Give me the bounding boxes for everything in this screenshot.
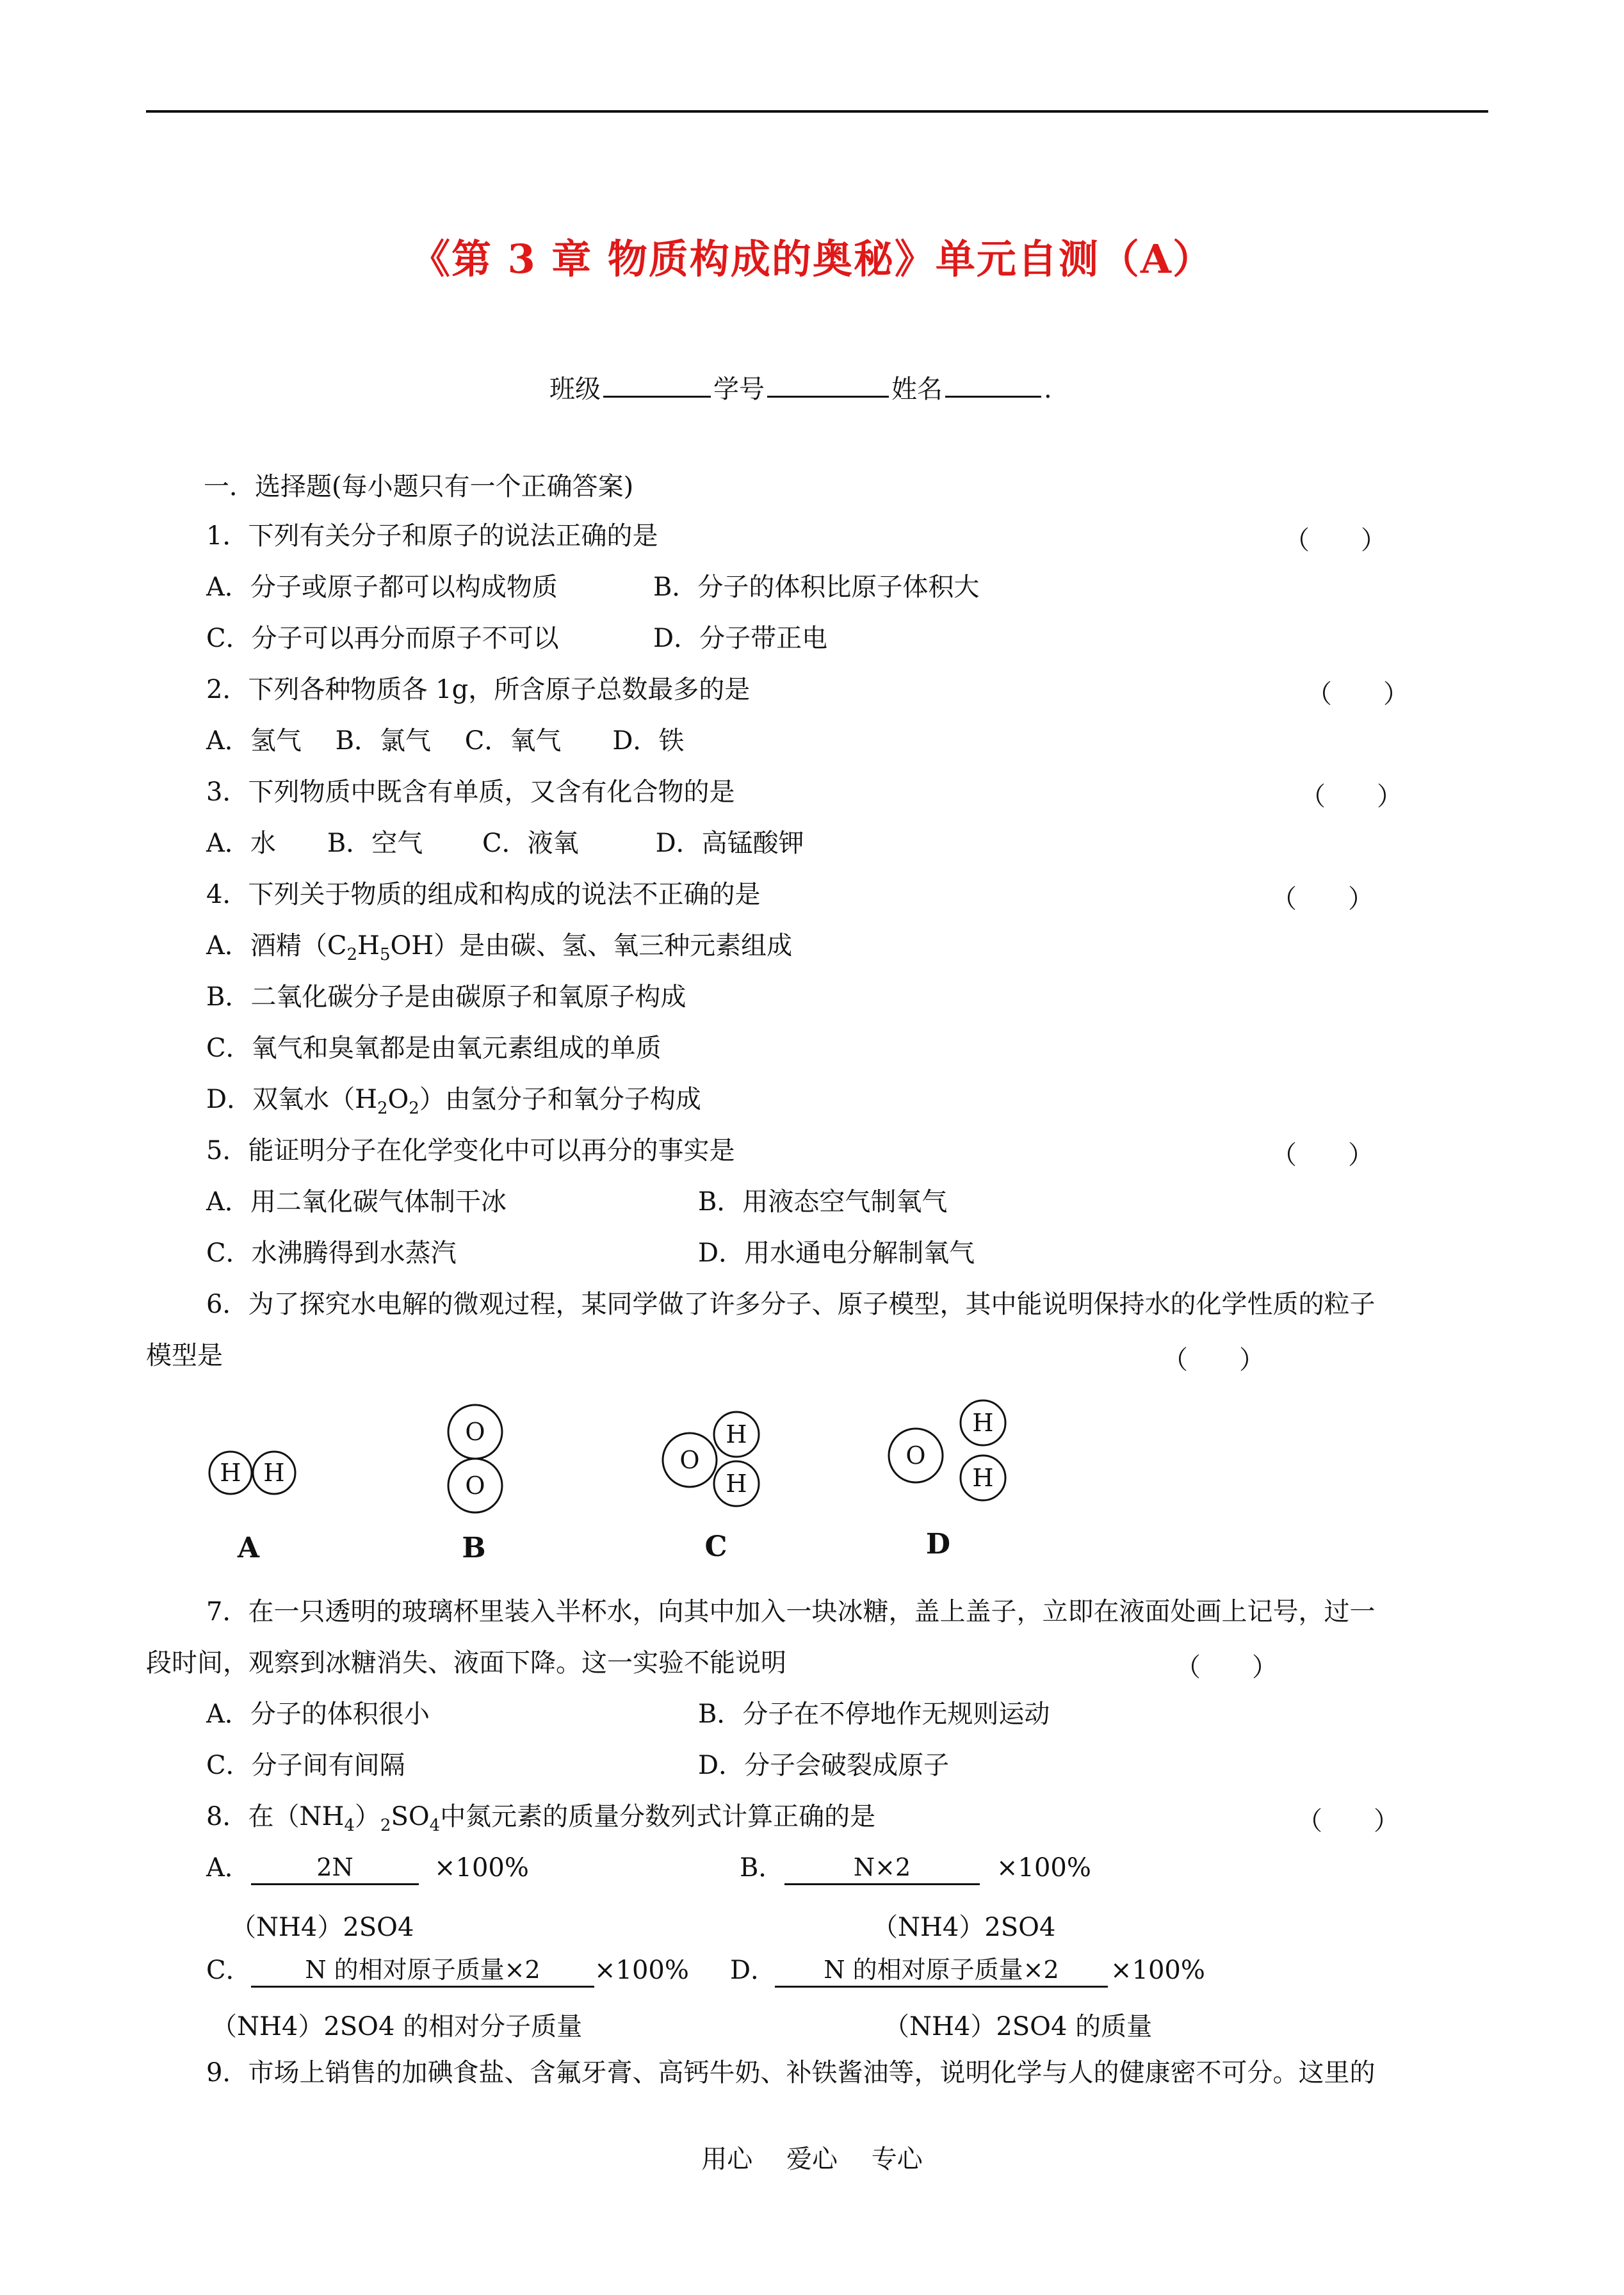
q7-option-d: D．分子会破裂成原子 xyxy=(698,1751,950,1780)
model-d-atom-h2: H xyxy=(972,1464,994,1492)
q1-option-d: D．分子带正电 xyxy=(653,624,828,653)
q8-a-num-text: 2N xyxy=(316,1853,353,1881)
q4-option-b: B．二氧化碳分子是由碳原子和氧原子构成 xyxy=(206,982,686,1012)
q6-molecule-models xyxy=(0,1390,1624,1594)
class-label: 班级 xyxy=(549,375,601,404)
q1-option-c: C．分子可以再分而原子不可以 xyxy=(206,624,559,653)
q8-a-numerator xyxy=(251,1855,419,1885)
model-b-atom1: O xyxy=(465,1418,485,1446)
q7-answer-paren[interactable]: （ ） xyxy=(1175,1653,1278,1682)
q4-d-sub2: 2 xyxy=(409,1099,419,1118)
model-c-atom-o: O xyxy=(679,1446,700,1474)
model-d-atom-h1: H xyxy=(972,1409,994,1437)
model-label-a[interactable]: A xyxy=(237,1532,260,1564)
q5-answer-paren[interactable]: （ ） xyxy=(1271,1140,1374,1170)
q4-a-h: H xyxy=(357,931,380,961)
q8-stem xyxy=(206,1804,875,1834)
q7-stem-line2: 段时间，观察到冰糖消失、液面下降。这一实验不能说明 xyxy=(146,1648,786,1678)
q9-stem: 9．市场上销售的加碘食盐、含氟牙膏、高钙牛奶、补铁酱油等，说明化学与人的健康密不可分。这里的 xyxy=(206,2058,1376,2088)
q4-a-sub2: 5 xyxy=(379,945,391,964)
page-title: 《第 3 章 物质构成的奥秘》单元自测（A） xyxy=(410,236,1214,282)
q8-a-denominator: （NH4）2SO4 xyxy=(231,1913,414,1942)
q6-answer-paren[interactable]: （ ） xyxy=(1162,1345,1265,1375)
q7-option-a: A．分子的体积很小 xyxy=(206,1699,430,1729)
q2-options: A．氢气 B．氯气 C．氧气 D．铁 xyxy=(206,726,685,756)
q8-a-label: A． xyxy=(206,1853,250,1883)
q1-answer-paren[interactable]: （ ） xyxy=(1284,526,1386,555)
q4-d-o: O xyxy=(387,1085,409,1114)
q4-d-text: D．双氧水（H xyxy=(206,1085,377,1114)
id-blank[interactable] xyxy=(767,371,889,398)
section-heading: 一．选择题(每小题只有一个正确答案) xyxy=(204,472,634,501)
model-label-d[interactable]: D xyxy=(925,1528,951,1561)
model-c-atom-h2: H xyxy=(726,1470,747,1498)
q4-d-sub1: 2 xyxy=(377,1099,388,1118)
model-label-c[interactable]: C xyxy=(704,1530,727,1563)
q8-a-tail: ×100% xyxy=(434,1853,529,1883)
q2-answer-paren[interactable]: （ ） xyxy=(1306,679,1409,709)
q3-answer-paren[interactable]: （ ） xyxy=(1300,782,1402,811)
q3-stem: 3．下列物质中既含有单质，又含有化合物的是 xyxy=(206,777,735,807)
q8-c-num-text: N 的相对原子质量×2 xyxy=(305,1956,540,1984)
q4-option-a xyxy=(206,933,792,963)
name-label: 姓名 xyxy=(891,375,943,404)
model-d-atom-o: O xyxy=(905,1441,926,1470)
q8-stem-sub3: 4 xyxy=(429,1816,441,1835)
q2-stem: 2．下列各种物质各 1g，所含原子总数最多的是 xyxy=(206,675,751,704)
model-a-atom2: H xyxy=(263,1459,285,1487)
q4-stem: 4．下列关于物质的组成和构成的说法不正确的是 xyxy=(206,880,761,909)
q8-b-num-text: N×2 xyxy=(853,1853,911,1881)
name-blank[interactable] xyxy=(945,371,1041,398)
q5-option-d: D．用水通电分解制氧气 xyxy=(698,1238,975,1268)
q1-stem: 1．下列有关分子和原子的说法正确的是 xyxy=(206,521,658,551)
q8-stem-b: ） xyxy=(354,1802,380,1831)
q5-option-a: A．用二氧化碳气体制干冰 xyxy=(206,1187,507,1217)
q5-option-c: C．水沸腾得到水蒸汽 xyxy=(206,1238,457,1268)
q8-d-num-text: N 的相对原子质量×2 xyxy=(824,1956,1059,1984)
model-c-atom-h1: H xyxy=(726,1420,747,1448)
q6-stem-line1: 6．为了探究水电解的微观过程，某同学做了许多分子、原子模型，其中能说明保持水的化学性质的粒子 xyxy=(206,1290,1376,1319)
q7-option-b: B．分子在不停地作无规则运动 xyxy=(698,1699,1050,1729)
q5-option-b: B．用液态空气制氧气 xyxy=(698,1187,948,1217)
q3-options: A．水 B．空气 C．液氧 D．高锰酸钾 xyxy=(206,829,804,858)
id-label: 学号 xyxy=(713,375,765,404)
q8-stem-sub1: 4 xyxy=(344,1816,355,1835)
q8-b-denominator: （NH4）2SO4 xyxy=(872,1913,1056,1942)
q8-b-numerator xyxy=(784,1855,980,1885)
student-info xyxy=(549,371,1052,402)
info-end: . xyxy=(1044,375,1052,404)
q4-answer-paren[interactable]: （ ） xyxy=(1271,884,1374,914)
q4-option-c: C．氧气和臭氧都是由氧元素组成的单质 xyxy=(206,1034,662,1063)
q6-stem-line2: 模型是 xyxy=(146,1341,223,1370)
model-label-b[interactable]: B xyxy=(462,1532,486,1564)
q8-c-tail: ×100% xyxy=(594,1956,689,1985)
q4-a-rest: OH）是由碳、氢、氧三种元素组成 xyxy=(390,931,793,961)
q8-b-label: B． xyxy=(740,1853,784,1883)
q8-answer-paren[interactable]: （ ） xyxy=(1297,1806,1399,1836)
q4-a-sub: 2 xyxy=(346,945,358,964)
q8-b-tail: ×100% xyxy=(996,1853,1091,1883)
q4-d-rest: ）由氢分子和氧分子构成 xyxy=(419,1085,701,1114)
page-footer: 用心 爱心 专心 xyxy=(701,2145,923,2174)
q8-d-numerator xyxy=(775,1958,1108,1988)
model-a-atom1: H xyxy=(220,1459,241,1487)
q8-d-denominator: （NH4）2SO4 的质量 xyxy=(884,2012,1153,2041)
q5-stem: 5．能证明分子在化学变化中可以再分的事实是 xyxy=(206,1136,735,1165)
class-blank[interactable] xyxy=(603,371,711,398)
q8-stem-a: 8．在（NH xyxy=(206,1802,345,1831)
q8-stem-so: SO xyxy=(391,1802,430,1831)
q7-stem-line1: 7．在一只透明的玻璃杯里装入半杯水，向其中加入一块冰糖，盖上盖子，立即在液面处画上记号，过一 xyxy=(206,1597,1376,1626)
model-b-atom2: O xyxy=(465,1472,485,1500)
q1-option-a: A．分子或原子都可以构成物质 xyxy=(206,572,558,602)
q8-c-numerator xyxy=(251,1958,594,1988)
q8-stem-sub2: 2 xyxy=(380,1816,391,1835)
q4-a-text: A．酒精（C xyxy=(206,931,347,961)
header-rule xyxy=(146,110,1488,113)
q1-option-b: B．分子的体积比原子体积大 xyxy=(653,572,980,602)
q8-c-denominator: （NH4）2SO4 的相对分子质量 xyxy=(211,2012,583,2041)
q8-d-label: D． xyxy=(730,1956,777,1985)
q4-option-d xyxy=(206,1087,701,1117)
q8-d-tail: ×100% xyxy=(1110,1956,1205,1985)
q8-c-label: C． xyxy=(206,1956,252,1985)
q8-stem-rest: 中氮元素的质量分数列式计算正确的是 xyxy=(440,1802,876,1831)
q7-option-c: C．分子间有间隔 xyxy=(206,1751,405,1780)
